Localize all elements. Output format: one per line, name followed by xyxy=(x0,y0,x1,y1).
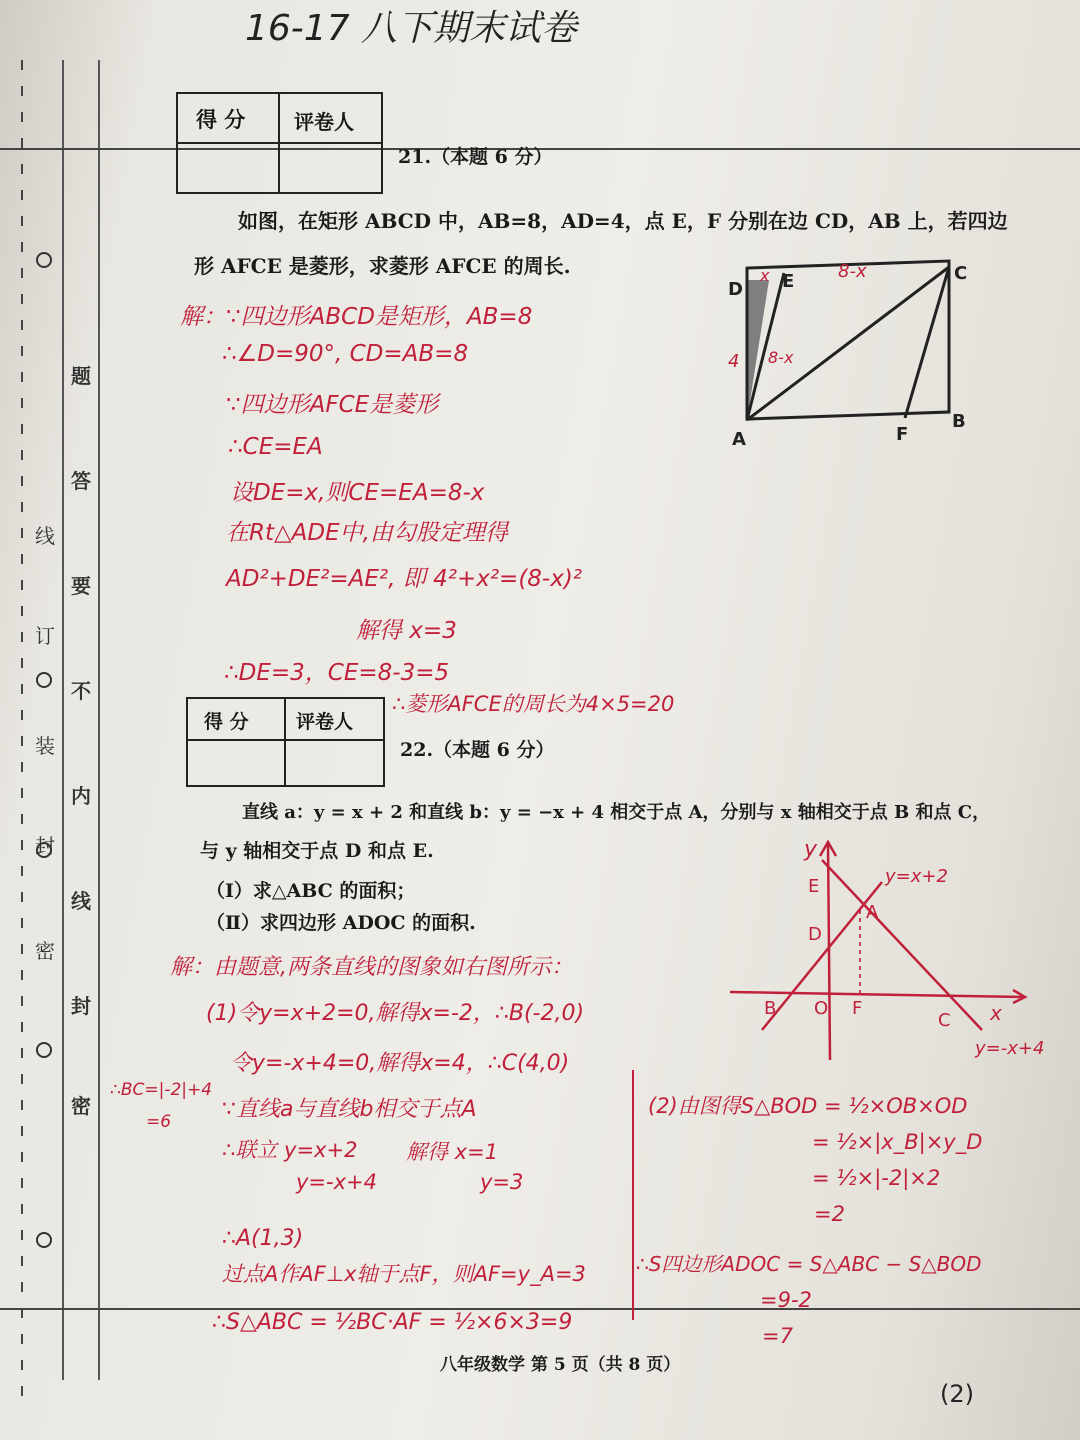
binding-marks xyxy=(66,0,96,1440)
q22-solution-line: ∴联立 y=x+2 xyxy=(222,1138,358,1162)
q22-solution-line: 解得 x=1 xyxy=(406,1140,499,1164)
q22-text-line2: 与 y 轴相交于点 D 和点 E. xyxy=(200,840,434,862)
q22-part1: （Ⅰ）求△ABC 的面积； xyxy=(206,880,416,902)
q22-solution-line: (1)令y=x+2=0,解得x=-2，∴B(-2,0) xyxy=(206,1001,585,1026)
q21-text-line2: 形 AFCE 是菱形，求菱形 AFCE 的周长. xyxy=(194,254,571,278)
label-D: D xyxy=(808,924,822,945)
q22-solution-right-line: = ½×|x_B|×y_D xyxy=(812,1130,983,1154)
solution-divider xyxy=(632,1070,634,1320)
score-box-divider xyxy=(284,699,286,785)
binding-mark: 封 xyxy=(71,994,91,1018)
label-C: C xyxy=(954,263,968,284)
q22-side-note: =6 xyxy=(146,1112,172,1132)
q21-solution-line: 解：∵四边形ABCD是矩形，AB=8 xyxy=(180,304,533,330)
binding-mark: 答 xyxy=(71,469,91,493)
q22-solution-right-line: ∴S四边形ADOC = S△ABC − S△BOD xyxy=(636,1252,982,1276)
label-C: C xyxy=(938,1010,951,1031)
q21-solution-line: ∴CE=EA xyxy=(228,434,323,460)
label-D: D xyxy=(728,279,743,300)
binding-word: 装 xyxy=(35,734,55,758)
q21-solution-line: 解得 x=3 xyxy=(356,618,457,644)
q21-solution-line: AD²+DE²=AE², 即 4²+x²=(8-x)² xyxy=(226,566,583,592)
binding-word: 订 xyxy=(35,624,55,648)
q22-number: 22.（本题 6 分） xyxy=(400,739,555,761)
q21-solution-line: 在Rt△ADE中,由勾股定理得 xyxy=(226,520,508,546)
label-A: A xyxy=(866,902,879,923)
label-F: F xyxy=(852,998,863,1019)
q22-solution-line: y=-x+4 xyxy=(296,1170,377,1194)
q22-coordinate-graph xyxy=(720,830,1050,1070)
label-B: B xyxy=(764,998,777,1019)
q22-solution-line: ∴S△ABC = ½BC·AF = ½×6×3=9 xyxy=(212,1310,573,1335)
q22-solution-line: y=3 xyxy=(480,1170,524,1194)
score-label: 得 分 xyxy=(204,711,249,733)
q22-solution-line: 解：由题意,两条直线的图象如右图所示： xyxy=(170,955,573,980)
score-box-divider xyxy=(178,142,381,144)
q21-solution-line: 设DE=x,则CE=EA=8-x xyxy=(230,480,485,506)
label-F: F xyxy=(896,424,909,445)
label-B: B xyxy=(952,411,966,432)
label-ad: 4 xyxy=(728,351,740,372)
binding-mark: 内 xyxy=(71,784,91,808)
q21-solution-line: ∴DE=3，CE=8-3=5 xyxy=(224,660,450,686)
q21-number: 21.（本题 6 分） xyxy=(398,146,553,168)
q22-part2: （Ⅱ）求四边形 ADOC 的面积. xyxy=(206,912,476,934)
label-line-a: y=x+2 xyxy=(885,866,948,887)
score-box-21 xyxy=(176,92,383,194)
q22-solution-line: 过点A作AF⊥x轴于点F，则AF=y_A=3 xyxy=(222,1262,586,1286)
q22-solution-right-line: =2 xyxy=(814,1202,845,1226)
q22-solution-right-line: (2)由图得S△BOD = ½×OB×OD xyxy=(648,1094,968,1118)
q21-text-line1: 如图，在矩形 ABCD 中，AB=8，AD=4，点 E，F 分别在边 CD，AB 上，若四边 xyxy=(238,209,1008,233)
label-E: E xyxy=(808,876,820,897)
score-label: 得 分 xyxy=(196,107,246,132)
q22-side-note: ∴BC=|-2|+4 xyxy=(110,1080,213,1100)
binding-line xyxy=(62,60,64,1380)
q22-solution-line: ∵直线a与直线b相交于点A xyxy=(222,1097,477,1122)
q21-solution-line: ∵四边形AFCE是菱形 xyxy=(226,392,439,418)
binding-mark: 不 xyxy=(71,679,91,703)
label-y: y xyxy=(804,837,818,862)
label-de: x xyxy=(760,266,770,285)
binding-mark: 线 xyxy=(71,889,91,913)
header-title: 16-17 八下期末试卷 xyxy=(245,8,578,49)
answer-area-line xyxy=(98,60,100,1380)
label-O: O xyxy=(814,998,829,1019)
binding-word: 线 xyxy=(35,524,55,548)
label-x: x xyxy=(990,1001,1002,1025)
x-axis xyxy=(730,992,1025,997)
page-mark: (2) xyxy=(940,1380,974,1408)
binding-word: 密 xyxy=(35,939,55,963)
grader-label: 评卷人 xyxy=(294,110,354,134)
q22-text-line1: 直线 a：y = x + 2 和直线 b：y = −x + 4 相交于点 A，分别与 x 轴相交于点 B 和点 C， xyxy=(242,802,991,823)
binding-mark: 题 xyxy=(71,364,91,388)
binding-word: 封 xyxy=(35,834,55,858)
q21-solution-line: ∴菱形AFCE的周长为4×5=20 xyxy=(392,692,675,716)
label-ae: 8-x xyxy=(768,348,794,367)
score-box-22 xyxy=(186,697,385,787)
label-A: A xyxy=(732,429,746,450)
q22-solution-right-line: =7 xyxy=(762,1324,793,1348)
q22-solution-line: 令y=-x+4=0,解得x=4，∴C(4,0) xyxy=(230,1051,570,1076)
q22-solution-right-line: =9-2 xyxy=(760,1288,812,1312)
score-box-divider xyxy=(188,739,383,741)
label-line-b: y=-x+4 xyxy=(975,1038,1045,1059)
q22-solution-line: ∴A(1,3) xyxy=(222,1226,304,1251)
page-footer: 八年级数学 第 5 页（共 8 页） xyxy=(440,1355,681,1375)
q21-solution-line: ∴∠D=90°, CD=AB=8 xyxy=(222,341,469,367)
binding-words xyxy=(30,0,60,1440)
y-axis xyxy=(828,842,830,1060)
label-E: E xyxy=(782,271,795,292)
grader-label: 评卷人 xyxy=(296,711,354,733)
segment-fc xyxy=(905,267,949,418)
binding-mark: 要 xyxy=(71,574,91,598)
label-ec: 8-x xyxy=(838,261,867,282)
binding-mark: 密 xyxy=(71,1094,91,1118)
q21-rectangle-figure xyxy=(720,255,980,450)
q22-solution-right-line: = ½×|-2|×2 xyxy=(812,1166,941,1190)
segment-ac xyxy=(747,267,949,420)
